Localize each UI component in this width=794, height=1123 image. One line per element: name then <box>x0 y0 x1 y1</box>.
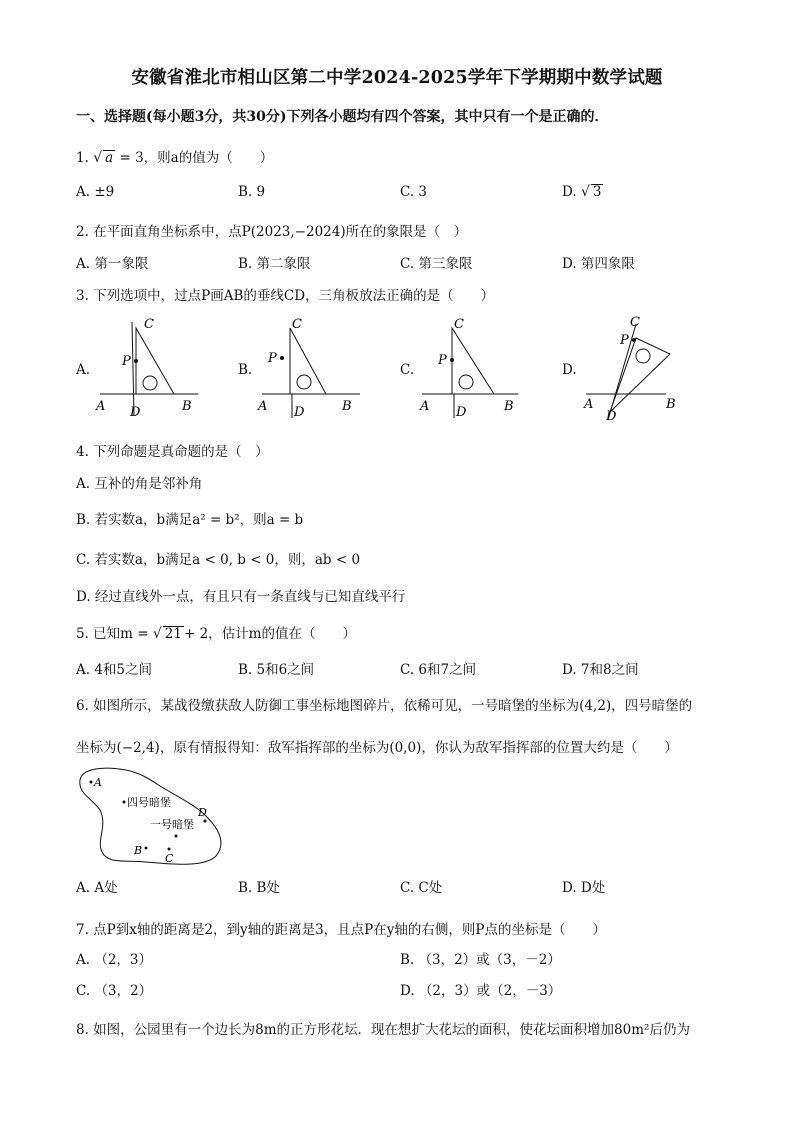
q3-option-a: A. <box>76 362 91 378</box>
q3-figure-c <box>418 312 530 424</box>
label-a: A <box>96 399 106 414</box>
q3-option-b: B. <box>238 362 253 378</box>
q4-option-b: B. 若实数a，b满足a² = b²，则a = b <box>76 512 304 528</box>
q5-option-d: D. 7和8之间 <box>562 662 639 678</box>
question-6-line-2: 坐标为(−2,4)，原有情报得知：敌军指挥部的坐标为(0,0)，你认为敌军指挥部的位置大约是（ ） <box>76 740 678 756</box>
label-b: B <box>342 399 352 414</box>
label-d: D <box>456 405 467 420</box>
q2-option-a: A. 第一象限 <box>76 256 149 272</box>
label-a: A <box>258 399 268 414</box>
section-heading: 一、选择题(每小题3分，共30分)下列各小题均有四个答案，其中只有一个是正确的． <box>76 109 609 125</box>
label-d: D <box>130 405 141 420</box>
label-b: B <box>666 397 676 412</box>
q6-option-a: A. A处 <box>76 880 118 896</box>
map-label-a: A <box>94 776 102 789</box>
q3-option-d: D. <box>562 362 577 378</box>
q4-option-d: D. 经过直线外一点，有且只有一条直线与已知直线平行 <box>76 589 406 605</box>
q4-option-c: C. 若实数a，b满足a < 0, b < 0，则，ab < 0 <box>76 552 361 568</box>
map-label-bunker-4: 四号暗堡 <box>127 796 171 809</box>
question-3: 3. 下列选项中，过点P画AB的垂线CD，三角板放法正确的是（ ） <box>76 288 495 304</box>
label-p: P <box>620 333 629 348</box>
question-8: 8. 如图，公园里有一个边长为8m的正方形花坛．现在想扩大花坛的面积，使花坛面积增加80m²后仍为 <box>76 1022 690 1038</box>
question-2: 2. 在平面直角坐标系中，点P(2023,−2024)所在的象限是（ ） <box>76 224 468 240</box>
q1-option-c: C. 3 <box>400 184 428 200</box>
q7-option-a: A. （2，3） <box>76 952 153 968</box>
q5-radicand: 21 <box>164 626 182 642</box>
label-p: P <box>122 354 131 369</box>
q1-option-d-radicand: 3 <box>592 184 602 200</box>
q7-option-b: B. （3，2）或（3，－2） <box>400 952 561 968</box>
label-c: C <box>454 317 464 332</box>
label-a: A <box>420 399 430 414</box>
question-4: 4. 下列命题是真命题的是（ ） <box>76 444 269 460</box>
label-b: B <box>182 399 192 414</box>
page-title: 安徽省淮北市相山区第二中学2024-2025学年下学期期中数学试题 <box>131 68 663 88</box>
q6-option-d: D. D处 <box>562 880 606 896</box>
q6-option-b: B. B处 <box>238 880 280 896</box>
q5-option-c: C. 6和7之间 <box>400 662 477 678</box>
label-p: P <box>268 351 277 366</box>
q5-option-a: A. 4和5之间 <box>76 662 153 678</box>
q3-figure-d <box>580 312 692 424</box>
label-c: C <box>292 317 302 332</box>
q5-option-b: B. 5和6之间 <box>238 662 315 678</box>
q5-suffix: + 2，估计m的值在（ ） <box>183 626 356 642</box>
map-label-bunker-1: 一号暗堡 <box>150 818 194 831</box>
q1-option-d <box>562 184 603 200</box>
label-p: P <box>438 353 447 368</box>
q6-option-c: C. C处 <box>400 880 443 896</box>
q1-radicand: a <box>105 150 114 166</box>
q1-equation: = 3 <box>119 150 144 166</box>
radical-sign: √ <box>93 150 103 166</box>
question-1 <box>76 146 273 166</box>
radical-sign: √ <box>152 626 162 642</box>
question-7: 7. 点P到x轴的距离是2，到y轴的距离是3，且点P在y轴的右侧，则P点的坐标是（ ） <box>76 922 606 938</box>
label-c: C <box>630 315 640 330</box>
label-b: B <box>504 399 514 414</box>
q7-option-c: C. （3，2） <box>76 983 153 999</box>
q3-option-c: C. <box>400 362 415 378</box>
question-5 <box>76 622 356 642</box>
label-c: C <box>144 317 154 332</box>
label-a: A <box>584 397 594 412</box>
question-6-line-1: 6. 如图所示，某战役缴获敌人防御工事坐标地图碎片，依稀可见，一号暗堡的坐标为(4,2)，四号暗堡的 <box>76 698 693 714</box>
q1-text: ，则a的值为（ ） <box>143 150 274 166</box>
q6-map-figure <box>74 764 234 870</box>
map-label-c: C <box>165 852 174 865</box>
q4-option-a: A. 互补的角是邻补角 <box>76 476 203 492</box>
q3-figure-b <box>256 312 368 424</box>
q2-option-d: D. 第四象限 <box>562 256 635 272</box>
q1-option-d-label: D. <box>562 184 577 200</box>
map-label-b: B <box>134 844 143 857</box>
q1-option-b: B. 9 <box>238 184 266 200</box>
radical-sign: √ <box>580 184 590 200</box>
q1-option-a: A. ±9 <box>76 184 115 200</box>
q5-prefix: 5. 已知m = <box>76 626 149 642</box>
map-label-d: D <box>198 806 207 819</box>
label-d: D <box>606 409 617 424</box>
q2-option-c: C. 第三象限 <box>400 256 473 272</box>
label-d: D <box>294 405 305 420</box>
q1-number: 1. <box>76 150 89 166</box>
q2-option-b: B. 第二象限 <box>238 256 311 272</box>
q3-figure-a <box>94 312 206 424</box>
q7-option-d: D. （2，3）或（2，－3） <box>400 983 562 999</box>
